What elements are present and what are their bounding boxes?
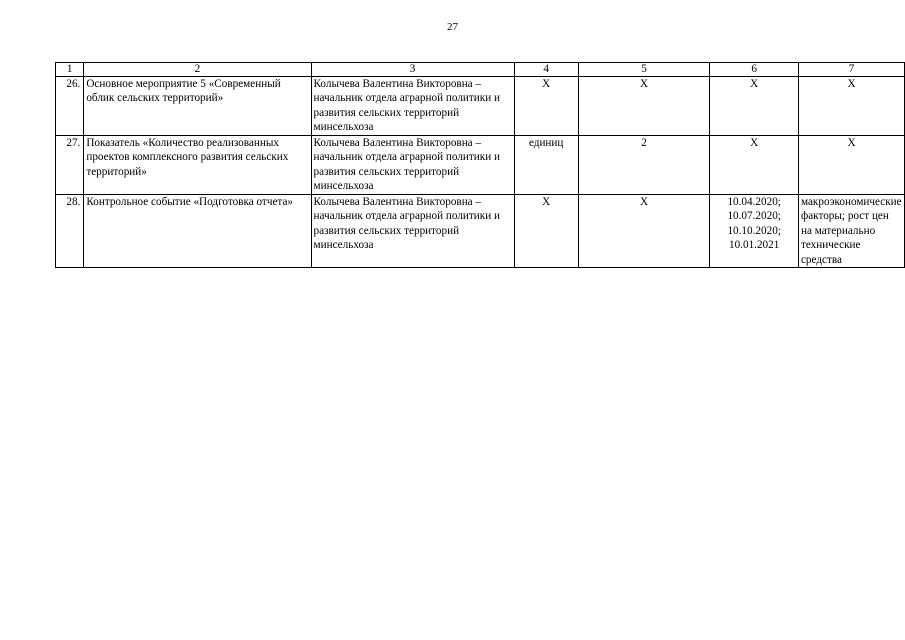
row-number: 28.: [56, 195, 84, 268]
col-7-cell: макроэкономические факторы; рост цен на материально технические средства: [798, 195, 904, 268]
header-cell: 3: [311, 63, 514, 77]
responsible-person: Колычева Валентина Викторовна – начальник отдела аграрной политики и развития сельских территорий минсельхоза: [311, 77, 514, 136]
col-5-cell: Х: [578, 195, 710, 268]
col-5-cell: 2: [578, 136, 710, 195]
header-cell: 2: [84, 63, 311, 77]
col-6-cell: Х: [710, 77, 799, 136]
col-4-cell: Х: [514, 195, 578, 268]
col-5-cell: Х: [578, 77, 710, 136]
table-row: [56, 195, 905, 268]
col-6-cell: Х: [710, 136, 799, 195]
col-4-cell: Х: [514, 77, 578, 136]
page-number: 27: [447, 21, 458, 33]
table-row: [56, 136, 905, 195]
table-row: [56, 77, 905, 136]
responsible-person: Колычева Валентина Викторовна – начальник отдела аграрной политики и развития сельских территорий минсельхоза: [311, 195, 514, 268]
row-number: 27.: [56, 136, 84, 195]
row-number: 26.: [56, 77, 84, 136]
header-cell: 6: [710, 63, 799, 77]
activity-name: Основное мероприятие 5 «Современный облик сельских территорий»: [84, 77, 311, 136]
activity-name: Контрольное событие «Подготовка отчета»: [84, 195, 311, 268]
header-cell: 5: [578, 63, 710, 77]
activity-name: Показатель «Количество реализованных проектов комплексного развития сельских территорий»: [84, 136, 311, 195]
col-4-cell: единиц: [514, 136, 578, 195]
col-6-cell: 10.04.2020; 10.07.2020; 10.10.2020; 10.01.2021: [710, 195, 799, 268]
plan-table: [55, 62, 905, 268]
header-cell: 4: [514, 63, 578, 77]
responsible-person: Колычева Валентина Викторовна – начальник отдела аграрной политики и развития сельских территорий минсельхоза: [311, 136, 514, 195]
table-header-row: [56, 63, 905, 77]
header-cell: 7: [798, 63, 904, 77]
header-cell: 1: [56, 63, 84, 77]
col-7-cell: Х: [798, 136, 904, 195]
col-7-cell: Х: [798, 77, 904, 136]
